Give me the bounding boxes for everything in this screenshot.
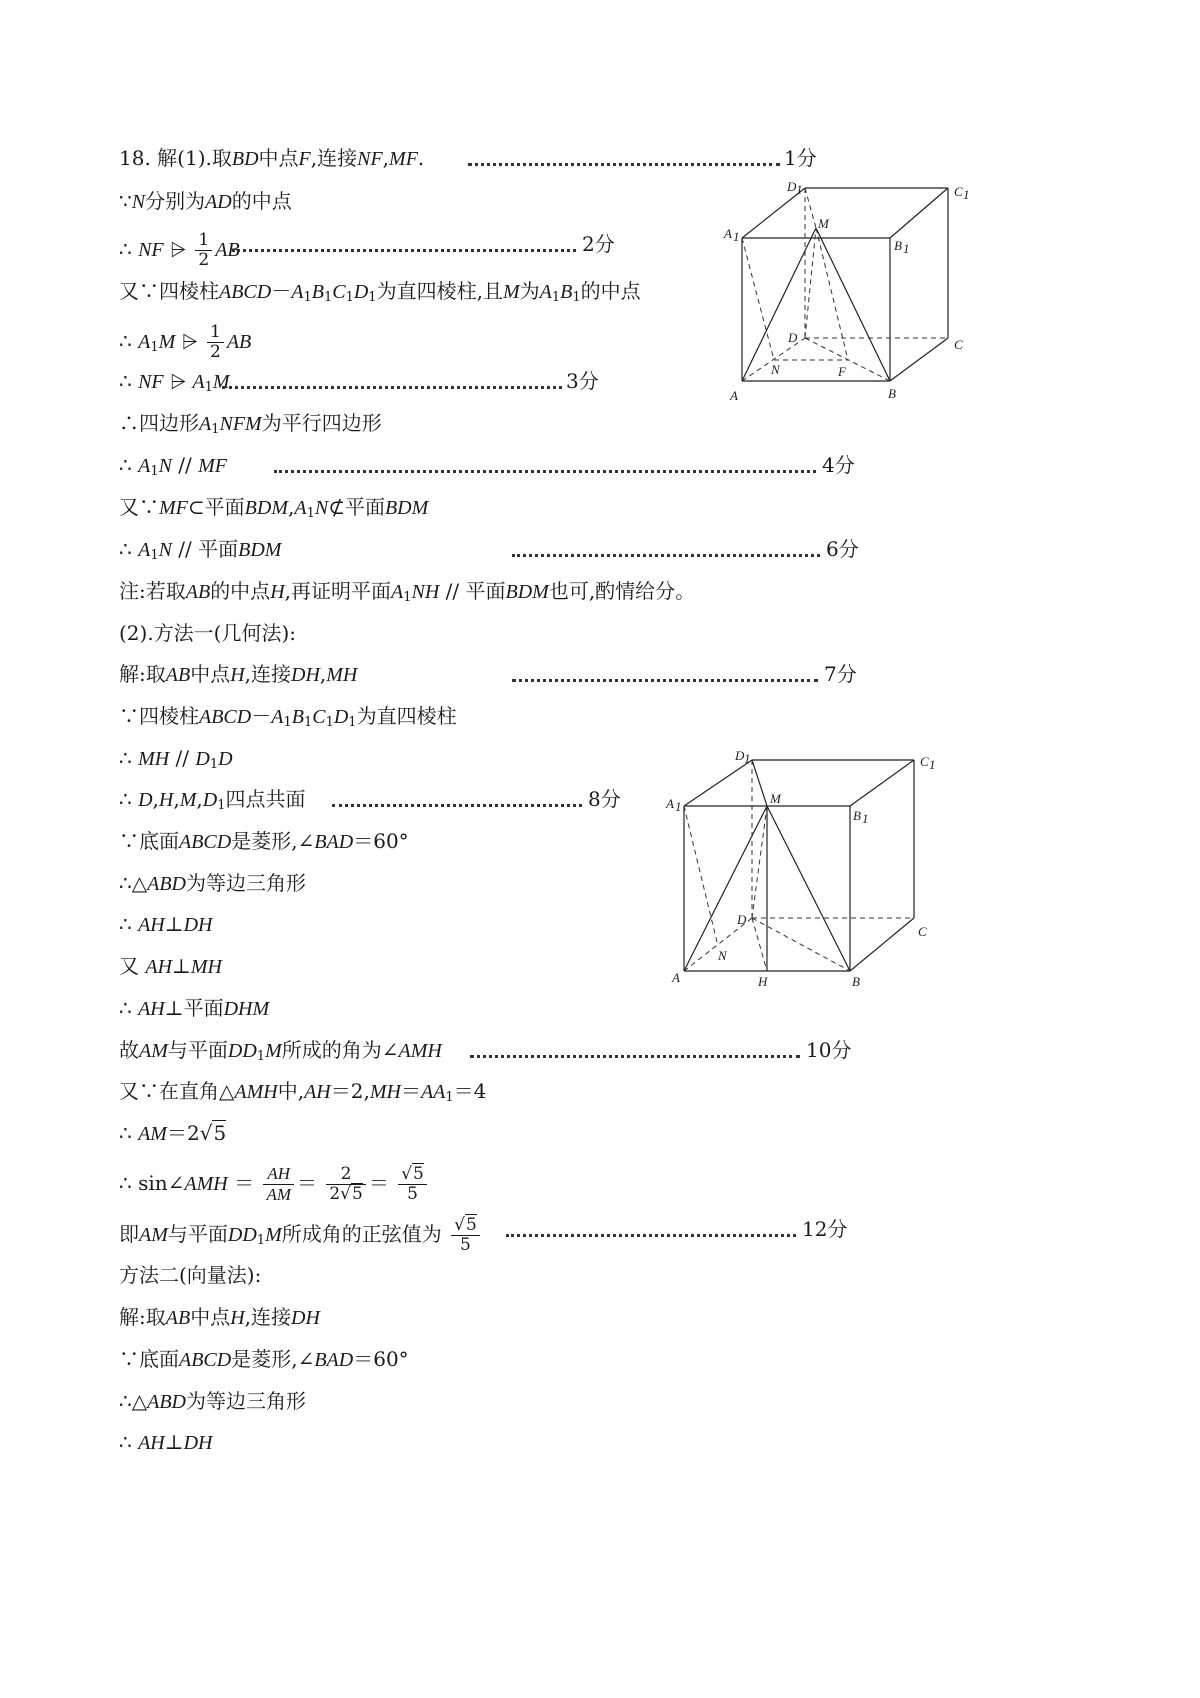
label-C1: C <box>920 754 929 769</box>
solution-line: ∴ AM＝2√5 <box>119 1121 227 1145</box>
solution-line: 又∵MF⊂平面$BDM,A_1N⊄$平面BDM <box>119 495 429 521</box>
solution-line: ∴ NF ⩥ $\frac{1}{2}$ AB <box>119 230 240 270</box>
solution-line: ∵底面ABCD是菱形,∠BAD＝60° <box>119 1347 409 1371</box>
svg-text:1: 1 <box>963 187 970 202</box>
label-H: H <box>758 974 768 989</box>
solution-line: ∵底面ABCD是菱形,∠BAD＝60° <box>119 829 409 853</box>
dot-leader <box>274 470 816 473</box>
label-B1: B <box>894 238 902 253</box>
label-A: A <box>730 388 738 403</box>
score-mark: 4分 <box>822 453 855 477</box>
solution-line: ∴ $A_1N$ // MF <box>119 453 228 479</box>
label-D: D <box>788 330 798 345</box>
prism-figure-1 <box>724 178 990 408</box>
score-mark: 7分 <box>824 662 857 686</box>
solution-line: 又∵在直角△AMH中$,AH=2,MH=AA_1=4$ <box>119 1079 487 1105</box>
solution-line: ∵四棱柱$ABCD-A_1B_1C_1D_1$为直四棱柱 <box>119 704 457 730</box>
problem-number: 18. <box>119 146 151 170</box>
dot-leader <box>512 679 818 682</box>
solution-line: 又 AH⊥MH <box>119 954 222 978</box>
svg-text:1: 1 <box>733 229 740 244</box>
label-D1: D <box>787 179 797 194</box>
svg-text:1: 1 <box>862 811 869 826</box>
dot-leader <box>512 554 820 557</box>
solution-line: ∴ $A_1N$ // 平面BDM <box>119 537 282 563</box>
solution-line: 解:取AB中点H,连接DH <box>119 1305 320 1329</box>
label-D: D <box>737 912 747 927</box>
solution-line: ∴ MH // $D_1D$ <box>119 746 233 772</box>
label-A1: A <box>724 226 732 241</box>
score-mark: 2分 <box>582 232 615 256</box>
solution-line: ∴△ABD为等边三角形 <box>119 871 306 895</box>
label-N: N <box>771 362 780 377</box>
solution-line: 故AM与平面$DD_1M$所成的角为∠AMH <box>119 1038 442 1064</box>
label-A: A <box>672 970 680 985</box>
dot-leader <box>506 1234 796 1237</box>
label-M: M <box>818 216 829 231</box>
dot-leader <box>468 163 780 166</box>
solution-line: 解:取AB中点H,连接DH,MH <box>119 662 358 686</box>
solution-line: ∴ sin∠AMH ＝ $\frac{AH}{AM}$ ＝ $\frac{2}{2√5}$ ＝ $\frac{√5}{5}$ <box>119 1164 430 1205</box>
part2-heading: (2).方法一(几何法): <box>119 621 297 645</box>
svg-text:1: 1 <box>929 757 936 772</box>
dot-leader <box>332 804 582 807</box>
label-N: N <box>718 948 727 963</box>
label-B: B <box>852 974 860 989</box>
dot-leader <box>222 386 562 389</box>
solution-line: ∴ AH⊥DH <box>119 912 213 936</box>
solution-line: ∴ $D,H,M,D_1$四点共面 <box>119 787 306 813</box>
svg-text:1: 1 <box>744 751 751 766</box>
note-line: 注:若取AB的中点H,再证明平面$A_1NH$ // 平面BDM也可,酌情给分。 <box>119 579 696 605</box>
solution-line: ∴ $A_1M$ ⩥ $\frac{1}{2}$ AB <box>119 322 252 362</box>
svg-text:1: 1 <box>675 799 682 814</box>
solution-line: ∴△ABD为等边三角形 <box>119 1389 306 1413</box>
score-mark: 10分 <box>806 1038 852 1062</box>
label-F: F <box>838 364 846 379</box>
label-C: C <box>918 924 927 939</box>
solution-line: 即AM与平面$DD_1M$所成角的正弦值为 $\frac{√5}{5}$ <box>119 1216 483 1255</box>
label-B1: B <box>853 808 861 823</box>
label-C: C <box>954 337 963 352</box>
solution-line: ∴四边形$A_1NFM$为平行四边形 <box>119 411 382 437</box>
dot-leader <box>470 1055 800 1058</box>
label-A1: A <box>666 796 674 811</box>
score-mark: 6分 <box>826 537 859 561</box>
label-D1: D <box>735 748 745 763</box>
score-mark: 8分 <box>588 787 621 811</box>
problem-heading: 18. 解(1).取BD中点F,连接NF,MF. <box>119 146 425 170</box>
score-mark: 1分 <box>784 146 817 170</box>
score-mark: 12分 <box>802 1217 848 1241</box>
solution-line: ∴ AH⊥平面DHM <box>119 996 270 1020</box>
method2-heading: 方法二(向量法): <box>119 1263 262 1287</box>
dot-leader <box>232 249 576 252</box>
solution-line: ∴ AH⊥DH <box>119 1430 213 1454</box>
solution-line: 又∵四棱柱$ABCD-A_1B_1C_1D_1$为直四棱柱,且M为$A_1B_1$的中点 <box>119 279 641 305</box>
label-B: B <box>888 386 896 401</box>
svg-text:1: 1 <box>903 241 910 256</box>
solution-line: ∵N分别为AD的中点 <box>119 189 292 213</box>
solution-line: ∴ NF ⩥ $A_1M$ <box>119 369 230 395</box>
label-M: M <box>770 791 781 806</box>
score-mark: 3分 <box>566 369 599 393</box>
label-C1: C <box>954 184 963 199</box>
prism-figure-2 <box>662 746 942 996</box>
svg-text:1: 1 <box>796 182 803 197</box>
